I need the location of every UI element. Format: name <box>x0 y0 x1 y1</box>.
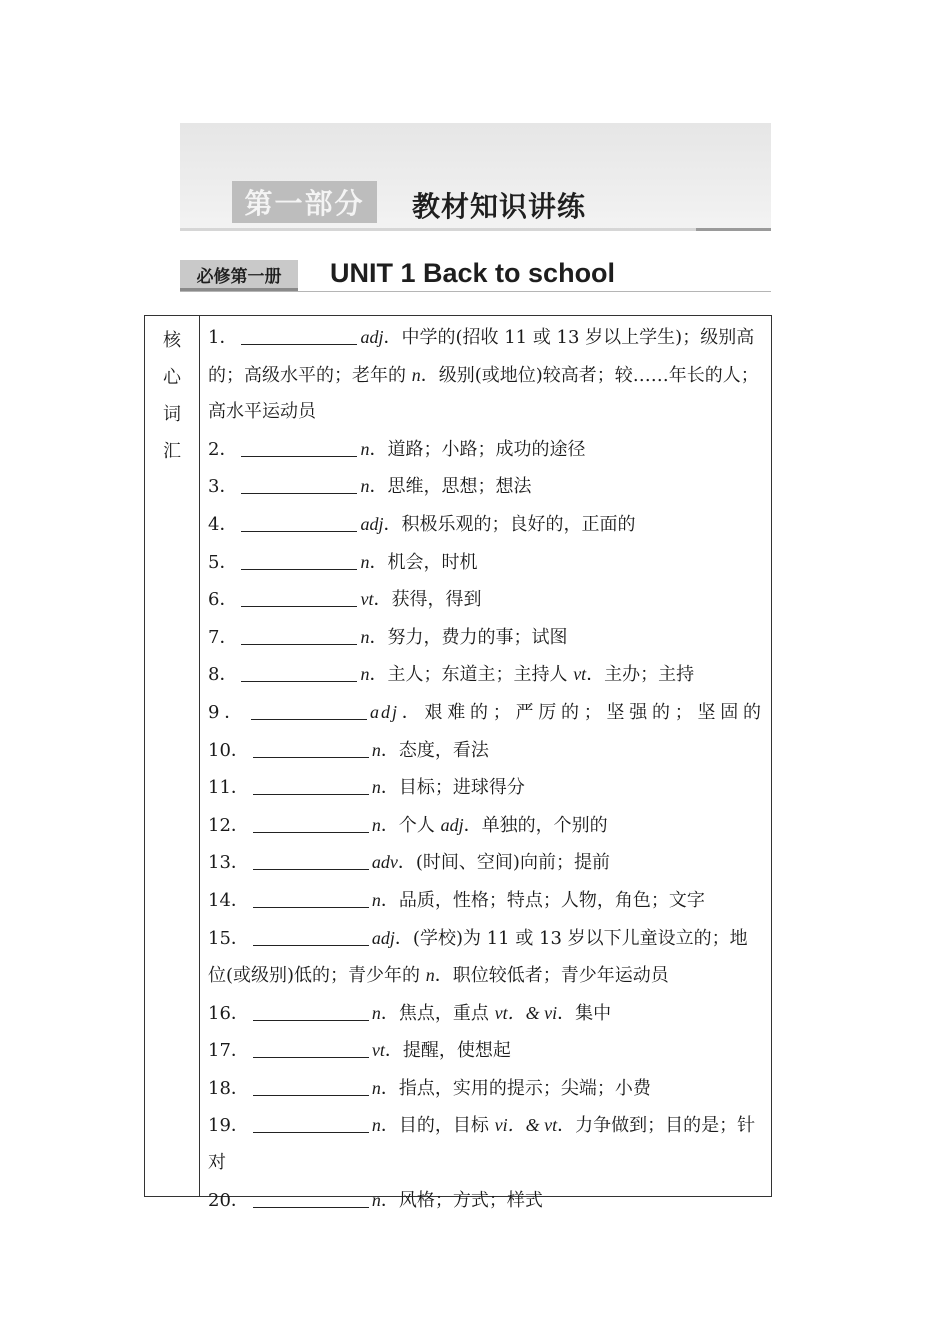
definition: ．艰难的；严厉的；坚强的；坚固的 <box>398 701 764 723</box>
item-number: 18． <box>208 1077 249 1099</box>
part-of-speech: vt <box>371 1040 385 1061</box>
answer-blank[interactable] <box>241 626 357 645</box>
answer-blank[interactable] <box>241 663 357 682</box>
answer-blank[interactable] <box>241 513 357 532</box>
definition: ．焦点，重点 <box>380 1002 495 1024</box>
banner-divider-accent <box>696 228 771 231</box>
item-number: 3． <box>208 476 238 498</box>
item-number: 9． <box>208 701 247 723</box>
definition: ．个人 <box>380 814 441 836</box>
definition: ．风格；方式；样式 <box>380 1189 543 1211</box>
definition: ．集中 <box>557 1002 612 1024</box>
part-of-speech: n <box>371 1002 381 1023</box>
definition: ．级别(或地位)较高者；较……年长的人；高水平运动员 <box>208 364 759 423</box>
item-number: 11． <box>208 777 249 799</box>
definition: ．态度，看法 <box>380 739 489 761</box>
part-of-speech: adj <box>371 927 395 948</box>
part-title: 教材知识讲练 <box>412 190 587 223</box>
vocab-item <box>208 882 763 920</box>
category-char: 汇 <box>163 441 181 462</box>
part-of-speech: adj <box>360 513 384 534</box>
part-of-speech: n <box>371 1077 381 1098</box>
vocabulary-table <box>144 315 772 1211</box>
part-of-speech: n <box>425 965 435 986</box>
definition: ．品质，性格；特点；人物，角色；文字 <box>380 889 705 911</box>
definition: ．主办；主持 <box>586 664 695 686</box>
answer-blank[interactable] <box>241 551 357 570</box>
item-number: 4． <box>208 513 238 535</box>
answer-blank[interactable] <box>253 927 369 946</box>
category-char: 词 <box>163 404 181 425</box>
definition: ．目标；进球得分 <box>380 777 525 799</box>
answer-blank[interactable] <box>253 1189 369 1208</box>
category-char: 核 <box>163 330 181 351</box>
item-number: 13． <box>208 852 249 874</box>
answer-blank[interactable] <box>241 438 357 457</box>
answer-blank[interactable] <box>253 851 369 870</box>
category-char: 心 <box>163 367 181 388</box>
answer-blank[interactable] <box>251 701 367 720</box>
definition: ．职位较低者；青少年运动员 <box>434 965 669 987</box>
item-number: 10． <box>208 739 249 761</box>
answer-blank[interactable] <box>253 1039 369 1058</box>
answer-blank[interactable] <box>253 776 369 795</box>
answer-blank[interactable] <box>253 814 369 833</box>
vocab-item <box>208 807 763 845</box>
definition: ．机会，时机 <box>369 551 478 573</box>
definition: ．中学的(招收 11 或 13 岁以上学生)；级别高的；高级水平的；老年的 <box>208 327 755 386</box>
part-of-speech: n <box>411 364 421 385</box>
item-number: 19． <box>208 1115 249 1137</box>
vocab-item <box>208 581 763 619</box>
definition: ．力争做到；目的是；针对 <box>208 1115 756 1174</box>
part-of-speech: n <box>360 626 370 647</box>
vocab-item <box>208 694 763 732</box>
part-of-speech: n <box>360 664 370 685</box>
part-of-speech: adj <box>369 701 399 722</box>
item-number: 15． <box>208 927 249 949</box>
definition: ．思维，思想；想法 <box>369 476 532 498</box>
definition: ．单独的，个别的 <box>463 814 608 836</box>
item-number: 2． <box>208 438 238 460</box>
definition: ．主人；东道主；主持人 <box>369 664 574 686</box>
unit-title: UNIT 1 Back to school <box>330 258 616 288</box>
definition: ．(学校)为 11 或 13 岁以下儿童设立的；地位(或级别)低的；青少年的 <box>208 927 748 987</box>
vocab-item <box>208 506 763 544</box>
definition: ．提醒，使想起 <box>384 1040 511 1062</box>
item-number: 14． <box>208 889 249 911</box>
answer-blank[interactable] <box>241 475 357 494</box>
vocab-item <box>208 319 763 431</box>
part-of-speech: adv <box>371 852 398 873</box>
definition: ．积极乐观的；良好的，正面的 <box>383 513 636 535</box>
part-of-speech: vt <box>360 589 374 610</box>
definition: ．指点，实用的提示；尖端；小费 <box>380 1077 651 1099</box>
answer-blank[interactable] <box>241 588 357 607</box>
part-of-speech: adj <box>440 814 464 835</box>
part-label: 第一部分 <box>232 181 377 223</box>
unit-divider <box>180 291 771 292</box>
part-of-speech: vi．& vt <box>494 1115 558 1136</box>
part-of-speech: n <box>371 889 381 910</box>
item-number: 12． <box>208 814 249 836</box>
definition: ．努力，费力的事；试图 <box>369 626 568 648</box>
definition: ．道路；小路；成功的途径 <box>369 438 586 460</box>
answer-blank[interactable] <box>253 1002 369 1021</box>
item-number: 6． <box>208 589 238 611</box>
vocab-item <box>208 1182 763 1220</box>
part-of-speech: n <box>360 438 370 459</box>
part-of-speech: vt <box>573 664 587 685</box>
definition: ．目的，目标 <box>380 1115 495 1137</box>
part-of-speech: n <box>371 739 381 760</box>
item-number: 1． <box>208 327 238 348</box>
vocab-item <box>208 920 763 995</box>
vocab-item <box>208 769 763 807</box>
vocab-item <box>208 1070 763 1108</box>
unit-header <box>180 258 771 294</box>
vocab-item <box>208 431 763 469</box>
item-number: 16． <box>208 1002 249 1024</box>
category-cell <box>145 316 200 1196</box>
vocab-item <box>208 1032 763 1070</box>
item-number: 8． <box>208 664 238 686</box>
answer-blank[interactable] <box>241 326 357 345</box>
vocab-item <box>208 844 763 882</box>
part-of-speech: n <box>371 777 381 798</box>
book-tag: 必修第一册 <box>180 260 298 291</box>
answer-blank[interactable] <box>253 1077 369 1096</box>
answer-blank[interactable] <box>253 1114 369 1133</box>
vocab-item <box>208 732 763 770</box>
definition: ．(时间、空间)向前；提前 <box>397 852 610 874</box>
part-of-speech: n <box>371 1115 381 1136</box>
part-banner <box>180 123 771 231</box>
item-number: 7． <box>208 626 238 648</box>
part-of-speech: n <box>371 814 381 835</box>
vocabulary-list <box>200 316 771 1211</box>
definition: ．获得，得到 <box>373 589 482 611</box>
part-of-speech: vt．& vi <box>494 1002 558 1023</box>
part-of-speech: n <box>360 476 370 497</box>
answer-blank[interactable] <box>253 889 369 908</box>
item-number: 17． <box>208 1040 249 1062</box>
vocab-item <box>208 656 763 694</box>
part-of-speech: n <box>360 551 370 572</box>
banner-divider <box>180 228 771 231</box>
vocab-item <box>208 544 763 582</box>
vocab-item <box>208 995 763 1033</box>
vocab-item <box>208 1107 763 1181</box>
part-of-speech: adj <box>360 327 384 347</box>
part-of-speech: n <box>371 1189 381 1210</box>
item-number: 5． <box>208 551 238 573</box>
vocab-item <box>208 619 763 657</box>
vocab-item <box>208 468 763 506</box>
answer-blank[interactable] <box>253 739 369 758</box>
item-number: 20． <box>208 1189 249 1211</box>
